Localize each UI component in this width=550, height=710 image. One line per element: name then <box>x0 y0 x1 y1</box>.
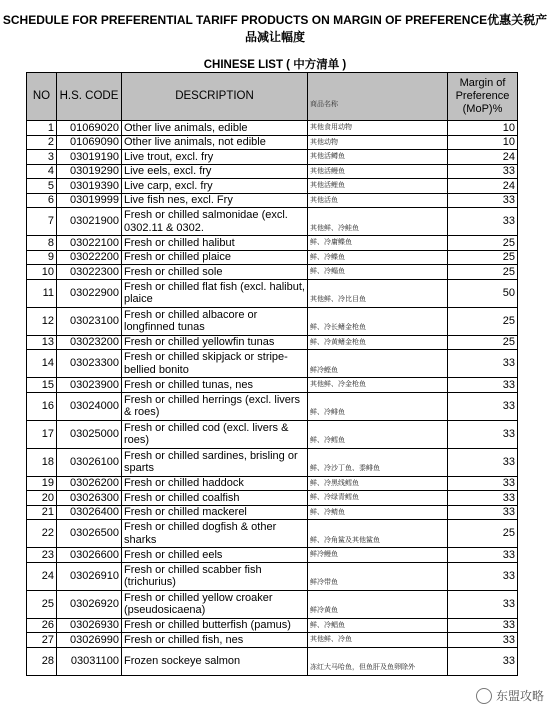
header-hs-code: H.S. CODE <box>57 73 122 121</box>
row-description: Fresh or chilled yellowfin tunas <box>122 335 308 350</box>
row-mop: 25 <box>448 236 518 251</box>
table-row <box>27 135 518 150</box>
row-no: 8 <box>27 236 57 251</box>
row-hs-code: 03026910 <box>57 562 122 590</box>
row-hs-code: 03022300 <box>57 265 122 280</box>
row-no: 28 <box>27 647 57 675</box>
row-mop: 33 <box>448 392 518 420</box>
row-mop: 10 <box>448 135 518 150</box>
table-row <box>27 476 518 491</box>
row-no: 23 <box>27 548 57 563</box>
row-hs-code: 03023900 <box>57 378 122 393</box>
table-row <box>27 378 518 393</box>
row-description: Fresh or chilled eels <box>122 548 308 563</box>
row-chinese-name: 鲜冷黄鱼 <box>308 590 448 618</box>
table-row <box>27 633 518 648</box>
table-row <box>27 307 518 335</box>
row-mop: 25 <box>448 250 518 265</box>
row-description: Fresh or chilled flat fish (excl. halibut, plaice <box>122 279 308 307</box>
row-hs-code: 03026920 <box>57 590 122 618</box>
row-no: 7 <box>27 208 57 236</box>
table-row <box>27 392 518 420</box>
table-row <box>27 164 518 179</box>
row-chinese-name: 鲜、冷庸鲽鱼 <box>308 236 448 251</box>
table-row <box>27 520 518 548</box>
row-hs-code: 03019390 <box>57 179 122 194</box>
row-chinese-name: 鲜、冷角鲨及其他鲨鱼 <box>308 520 448 548</box>
row-chinese-name: 鲜冷鳗鱼 <box>308 548 448 563</box>
table-row <box>27 121 518 136</box>
row-chinese-name: 其他活鱼 <box>308 193 448 208</box>
table-row <box>27 279 518 307</box>
table-row <box>27 562 518 590</box>
row-hs-code: 03022200 <box>57 250 122 265</box>
row-no: 9 <box>27 250 57 265</box>
row-hs-code: 03024000 <box>57 392 122 420</box>
row-hs-code: 03026930 <box>57 618 122 633</box>
row-no: 19 <box>27 476 57 491</box>
row-hs-code: 03025000 <box>57 420 122 448</box>
row-chinese-name: 其他鲜、冷金枪鱼 <box>308 378 448 393</box>
table-row <box>27 179 518 194</box>
row-description: Fresh or chilled herrings (excl. livers & roes) <box>122 392 308 420</box>
row-description: Fresh or chilled haddock <box>122 476 308 491</box>
row-chinese-name: 其他鲜、冷比目鱼 <box>308 279 448 307</box>
row-chinese-name: 其他活鲤鱼 <box>308 179 448 194</box>
row-hs-code: 03026200 <box>57 476 122 491</box>
row-no: 24 <box>27 562 57 590</box>
row-mop: 24 <box>448 150 518 165</box>
row-mop: 33 <box>448 618 518 633</box>
page-title: SCHEDULE FOR PREFERENTIAL TARIFF PRODUCTS ON MARGIN OF PREFERENCE优惠关税产品减让幅度 <box>2 13 548 44</box>
row-mop: 33 <box>448 193 518 208</box>
row-description: Fresh or chilled albacore or longfinned tunas <box>122 307 308 335</box>
table-row <box>27 491 518 506</box>
row-chinese-name: 其他活鳟鱼 <box>308 150 448 165</box>
row-mop: 33 <box>448 562 518 590</box>
row-no: 4 <box>27 164 57 179</box>
row-mop: 33 <box>448 448 518 476</box>
row-no: 2 <box>27 135 57 150</box>
row-mop: 33 <box>448 350 518 378</box>
row-mop: 33 <box>448 548 518 563</box>
row-no: 16 <box>27 392 57 420</box>
row-hs-code: 03026300 <box>57 491 122 506</box>
row-no: 25 <box>27 590 57 618</box>
row-mop: 25 <box>448 335 518 350</box>
table-row <box>27 335 518 350</box>
row-description: Other live animals, edible <box>122 121 308 136</box>
row-description: Fresh or chilled plaice <box>122 250 308 265</box>
row-description: Fresh or chilled salmonidae (excl. 0302.11 & 0302. <box>122 208 308 236</box>
row-hs-code: 03021900 <box>57 208 122 236</box>
row-mop: 33 <box>448 633 518 648</box>
row-description: Fresh or chilled sole <box>122 265 308 280</box>
row-chinese-name: 其他活鳗鱼 <box>308 164 448 179</box>
row-description: Fresh or chilled halibut <box>122 236 308 251</box>
row-no: 17 <box>27 420 57 448</box>
row-hs-code: 03022100 <box>57 236 122 251</box>
row-description: Frozen sockeye salmon <box>122 647 308 675</box>
row-hs-code: 03026600 <box>57 548 122 563</box>
row-no: 5 <box>27 179 57 194</box>
row-mop: 33 <box>448 590 518 618</box>
table-row <box>27 420 518 448</box>
row-chinese-name: 鲜、冷黄鳍金枪鱼 <box>308 335 448 350</box>
row-hs-code: 03023300 <box>57 350 122 378</box>
row-no: 6 <box>27 193 57 208</box>
row-chinese-name: 鲜、冷鲱鱼 <box>308 392 448 420</box>
table-row <box>27 150 518 165</box>
row-mop: 10 <box>448 121 518 136</box>
table-row <box>27 548 518 563</box>
table-row <box>27 265 518 280</box>
row-description: Fresh or chilled scabber fish (trichurius) <box>122 562 308 590</box>
row-chinese-name: 鲜、冷鲭鱼 <box>308 505 448 520</box>
row-chinese-name: 鲜冷鲣鱼 <box>308 350 448 378</box>
row-no: 21 <box>27 505 57 520</box>
row-chinese-name: 鲜、冷绿青鳕鱼 <box>308 491 448 506</box>
row-mop: 33 <box>448 208 518 236</box>
row-no: 1 <box>27 121 57 136</box>
row-hs-code: 03026990 <box>57 633 122 648</box>
row-description: Live trout, excl. fry <box>122 150 308 165</box>
row-mop: 33 <box>448 647 518 675</box>
table-row <box>27 618 518 633</box>
row-description: Live eels, excl. fry <box>122 164 308 179</box>
row-description: Fresh or chilled dogfish & other sharks <box>122 520 308 548</box>
table-row <box>27 505 518 520</box>
row-description: Fresh or chilled tunas, nes <box>122 378 308 393</box>
row-chinese-name: 其他鲜、冷鲑鱼 <box>308 208 448 236</box>
row-mop: 33 <box>448 378 518 393</box>
row-chinese-name: 鲜、冷沙丁鱼、黍鲱鱼 <box>308 448 448 476</box>
row-no: 15 <box>27 378 57 393</box>
row-mop: 33 <box>448 491 518 506</box>
row-mop: 50 <box>448 279 518 307</box>
header-description: DESCRIPTION <box>122 73 308 121</box>
table-row <box>27 193 518 208</box>
row-mop: 25 <box>448 520 518 548</box>
row-mop: 25 <box>448 307 518 335</box>
row-hs-code: 01069020 <box>57 121 122 136</box>
row-no: 14 <box>27 350 57 378</box>
header-chinese-name-label: 商品名称 <box>310 100 338 109</box>
row-chinese-name: 鲜冷带鱼 <box>308 562 448 590</box>
row-chinese-name: 其他动物 <box>308 135 448 150</box>
row-chinese-name: 鲜、冷鲽鱼 <box>308 250 448 265</box>
row-chinese-name: 鲜、冷长鳍金枪鱼 <box>308 307 448 335</box>
row-mop: 33 <box>448 476 518 491</box>
row-description: Fresh or chilled yellow croaker (pseudosicaena) <box>122 590 308 618</box>
row-description: Fresh or chilled cod (excl. livers & roes) <box>122 420 308 448</box>
row-chinese-name: 鲜、冷鳕鱼 <box>308 420 448 448</box>
table-row <box>27 590 518 618</box>
row-mop: 24 <box>448 179 518 194</box>
row-no: 13 <box>27 335 57 350</box>
row-description: Fresh or chilled coalfish <box>122 491 308 506</box>
wechat-icon <box>476 688 492 704</box>
row-hs-code: 03019290 <box>57 164 122 179</box>
header-mop: Margin of Preference (MoP)% <box>448 73 518 121</box>
table-row <box>27 350 518 378</box>
row-hs-code: 03031100 <box>57 647 122 675</box>
row-chinese-name: 鲜、冷鳎鱼 <box>308 265 448 280</box>
row-mop: 33 <box>448 505 518 520</box>
row-hs-code: 01069090 <box>57 135 122 150</box>
watermark <box>476 687 544 704</box>
table-row <box>27 208 518 236</box>
row-description: Fresh or chilled sardines, brisling or sparts <box>122 448 308 476</box>
row-description: Fresh or chilled fish, nes <box>122 633 308 648</box>
row-chinese-name: 鲜、冷黑线鳕鱼 <box>308 476 448 491</box>
row-no: 20 <box>27 491 57 506</box>
table-row <box>27 647 518 675</box>
row-mop: 33 <box>448 164 518 179</box>
row-chinese-name: 鲜、冷鲳鱼 <box>308 618 448 633</box>
tariff-table <box>26 72 518 676</box>
table-body <box>27 121 518 676</box>
row-description: Live fish nes, excl. Fry <box>122 193 308 208</box>
row-chinese-name: 其他鲜、冷鱼 <box>308 633 448 648</box>
row-hs-code: 03026400 <box>57 505 122 520</box>
row-hs-code: 03019999 <box>57 193 122 208</box>
row-description: Fresh or chilled skipjack or stripe-bellied bonito <box>122 350 308 378</box>
row-mop: 25 <box>448 265 518 280</box>
row-no: 22 <box>27 520 57 548</box>
row-description: Fresh or chilled mackerel <box>122 505 308 520</box>
row-chinese-name: 其他食用动物 <box>308 121 448 136</box>
row-no: 12 <box>27 307 57 335</box>
watermark-text: 东盟攻略 <box>495 689 544 703</box>
row-description: Fresh or chilled butterfish (pamus) <box>122 618 308 633</box>
header-chinese-name <box>308 73 448 121</box>
row-description: Live carp, excl. fry <box>122 179 308 194</box>
row-no: 27 <box>27 633 57 648</box>
row-hs-code: 03019190 <box>57 150 122 165</box>
row-no: 18 <box>27 448 57 476</box>
row-no: 11 <box>27 279 57 307</box>
table-row <box>27 236 518 251</box>
row-hs-code: 03022900 <box>57 279 122 307</box>
row-description: Other live animals, not edible <box>122 135 308 150</box>
row-no: 26 <box>27 618 57 633</box>
row-hs-code: 03023100 <box>57 307 122 335</box>
table-row <box>27 250 518 265</box>
row-hs-code: 03026500 <box>57 520 122 548</box>
row-hs-code: 03023200 <box>57 335 122 350</box>
row-mop: 33 <box>448 420 518 448</box>
table-row <box>27 448 518 476</box>
header-no: NO <box>27 73 57 121</box>
row-hs-code: 03026100 <box>57 448 122 476</box>
row-no: 3 <box>27 150 57 165</box>
row-no: 10 <box>27 265 57 280</box>
table-header-row <box>27 73 518 121</box>
row-chinese-name: 冻红大马哈鱼，但鱼肝及鱼卵除外 <box>308 647 448 675</box>
list-subtitle: CHINESE LIST ( 中方清单 ) <box>203 59 347 71</box>
